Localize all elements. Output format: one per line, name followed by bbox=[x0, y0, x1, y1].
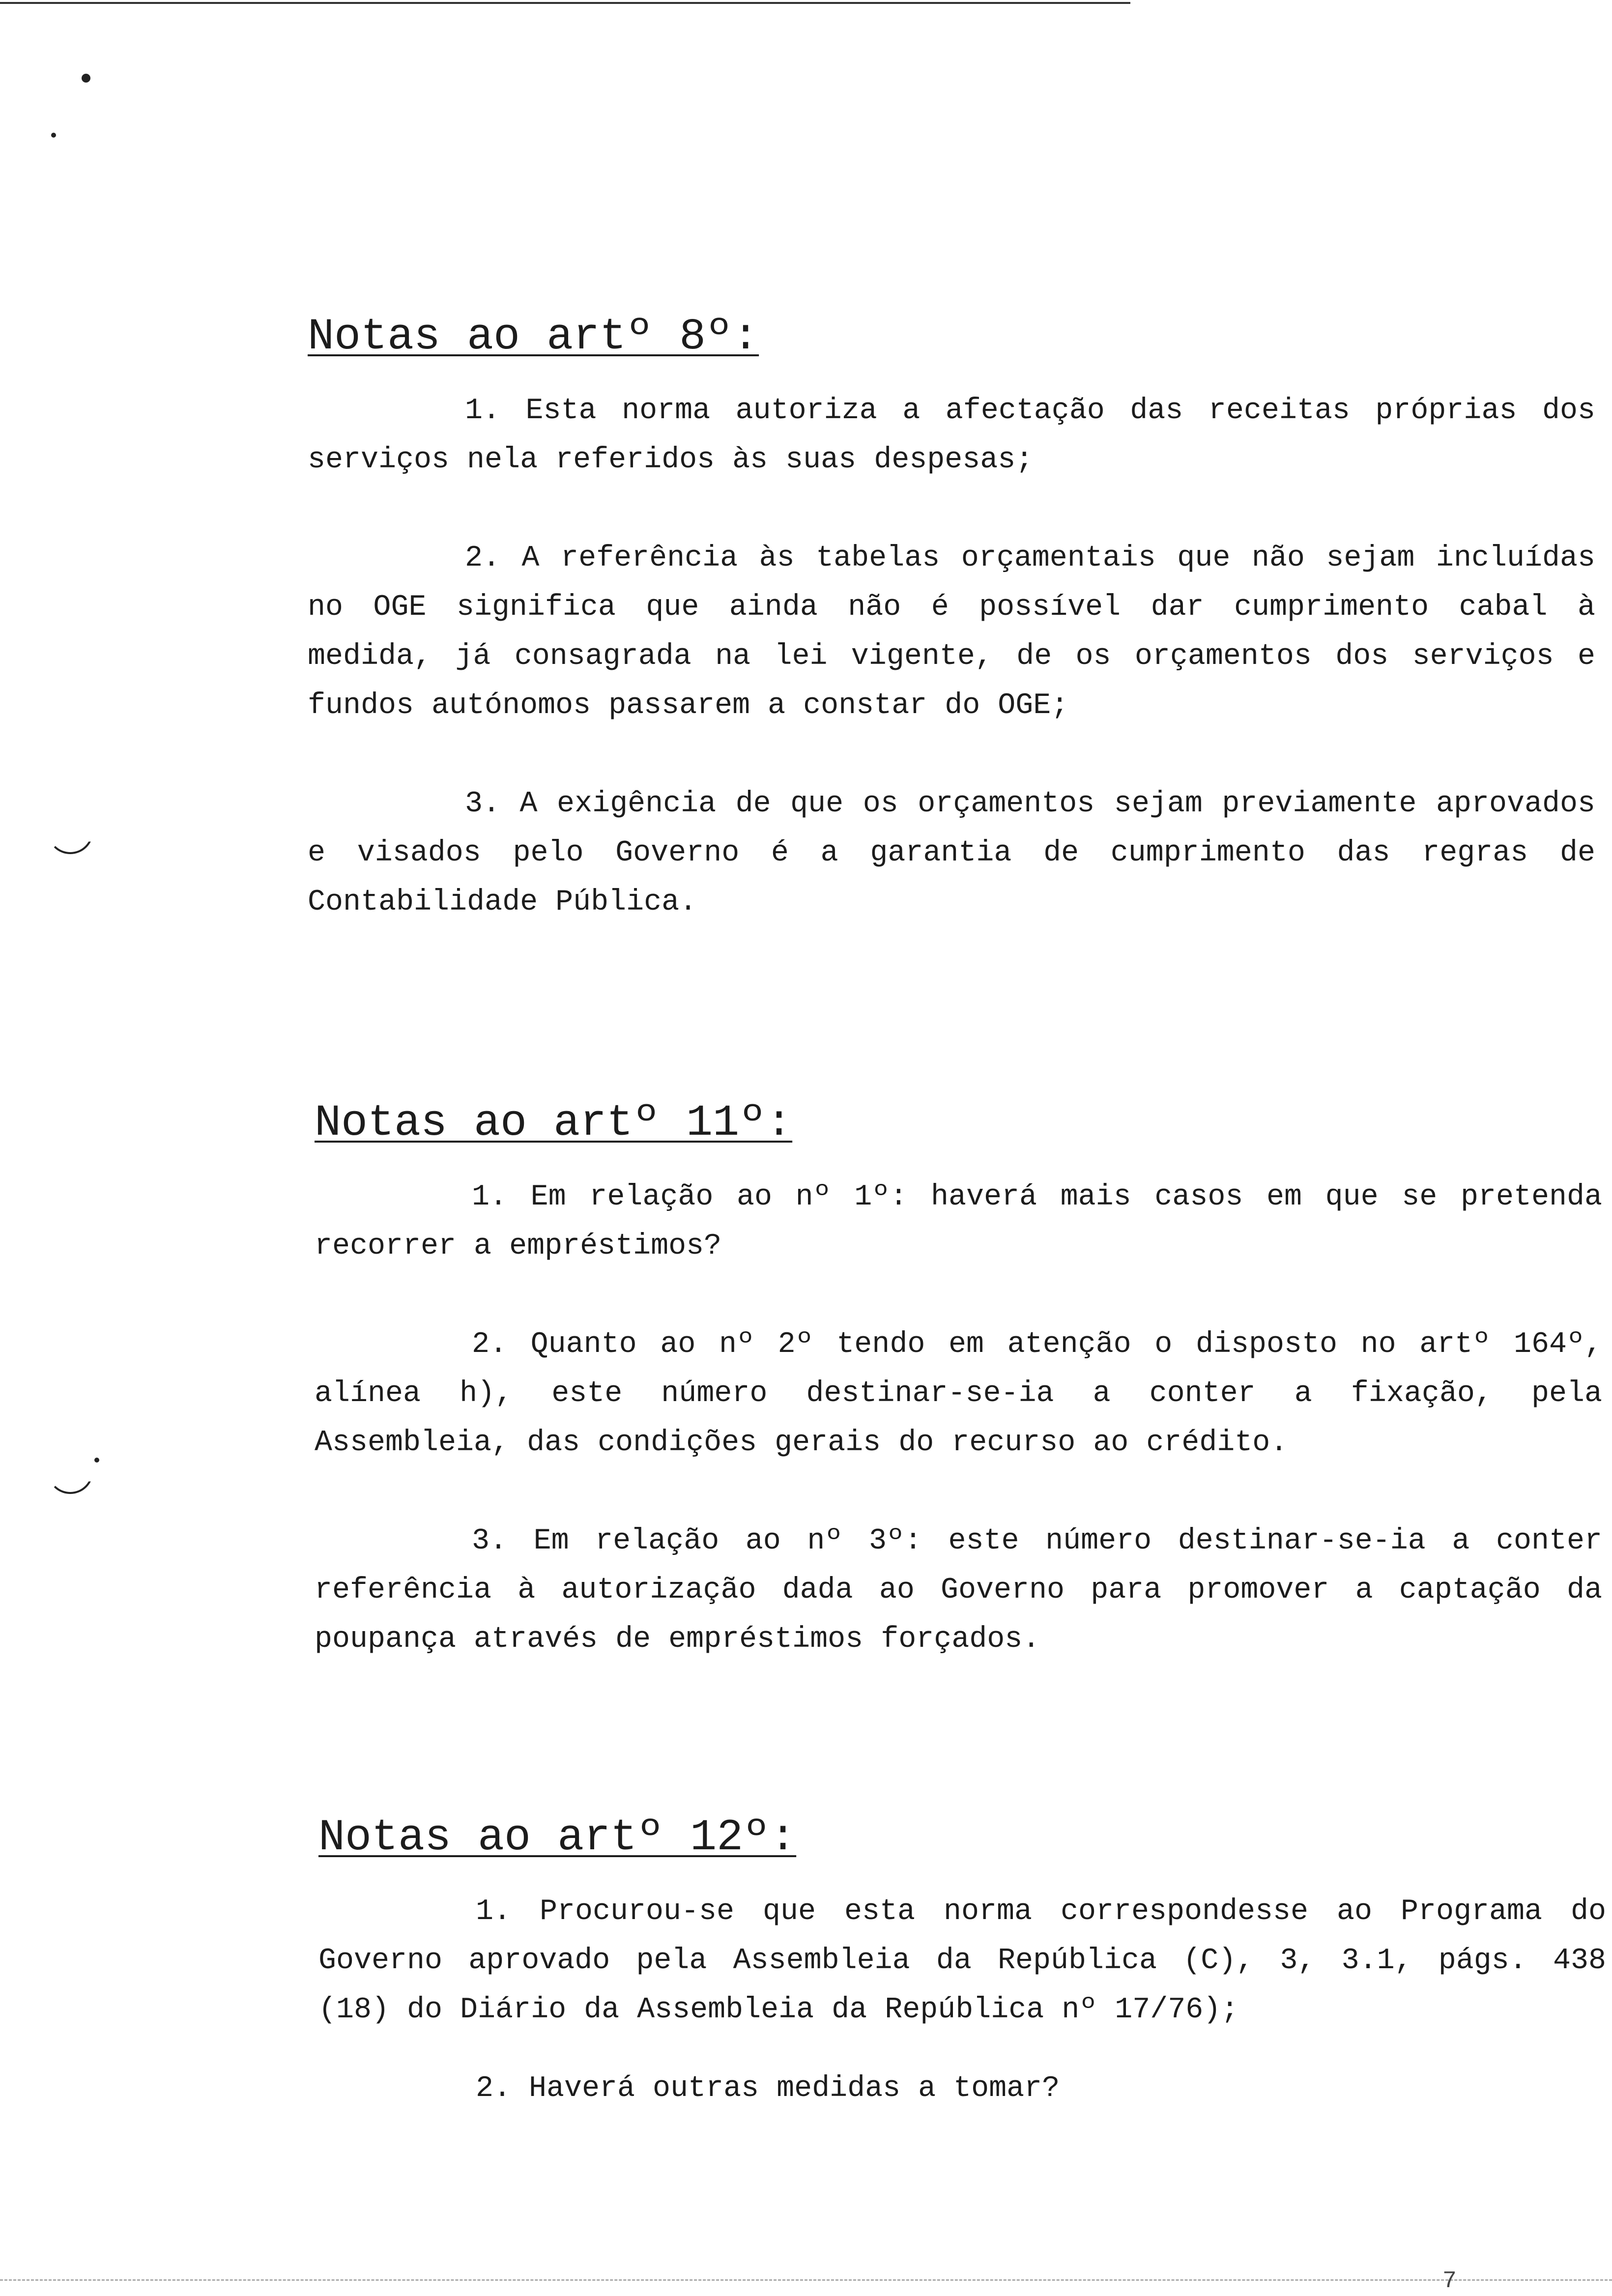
punch-dot-small bbox=[51, 133, 56, 138]
binding-arc-upper bbox=[47, 831, 93, 854]
page-number: 7 bbox=[1442, 2268, 1457, 2295]
note-paragraph: 3. Em relação ao nº 3º: este número destinar-se-ia a conter referência à autorização dada ao Governo para promover a captação da poupança através de empréstimos forçados. bbox=[315, 1524, 1602, 1656]
notes-art-8 bbox=[308, 313, 1595, 927]
heading-notes-art-12: Notas ao artº 12º: bbox=[318, 1813, 797, 1863]
note-paragraph: 3. A exigência de que os orçamentos sejam previamente aprovados e visados pelo Governo é a garantia de cumprimento das regras de Contabilidade Pública. bbox=[308, 787, 1595, 919]
scan-top-edge bbox=[0, 2, 1130, 4]
note-paragraph: 2. Haverá outras medidas a tomar? bbox=[476, 2072, 1060, 2105]
punch-dot-top bbox=[82, 74, 90, 83]
note-paragraph: 1. Esta norma autoriza a afectação das receitas próprias dos serviços nela referidos às suas despesas; bbox=[308, 394, 1595, 477]
binding-dot bbox=[94, 1458, 99, 1463]
notes-art-11 bbox=[315, 1099, 1602, 1664]
heading-notes-art-11: Notas ao artº 11º: bbox=[315, 1098, 793, 1148]
note-paragraph: 1. Em relação ao nº 1º: haverá mais casos em que se pretenda recorrer a empréstimos? bbox=[315, 1180, 1602, 1263]
note-paragraph: 1. Procurou-se que esta norma correspondesse ao Programa do Governo aprovado pela Assembleia da República (C), 3, 3.1, págs. 438 (18) do Diário da Assembleia da República nº 17/76); bbox=[318, 1895, 1606, 2027]
heading-notes-art-8: Notas ao artº 8º: bbox=[308, 312, 759, 362]
scan-bottom-edge bbox=[0, 2279, 1612, 2281]
note-paragraph: 2. A referência às tabelas orçamentais que não sejam incluídas no OGE significa que ainda não é possível dar cumprimento cabal à medida, já consagrada na lei vigente, de os orçamentos dos serviços e fundos autónomos passarem a constar do OGE; bbox=[308, 542, 1595, 722]
binding-arc-lower bbox=[47, 1469, 93, 1494]
note-paragraph: 2. Quanto ao nº 2º tendo em atenção o disposto no artº 164º, alínea h), este número destinar-se-ia a conter a fixação, pela Assembleia, das condições gerais do recurso ao crédito. bbox=[315, 1328, 1602, 1460]
notes-art-12 bbox=[318, 1813, 1606, 2113]
